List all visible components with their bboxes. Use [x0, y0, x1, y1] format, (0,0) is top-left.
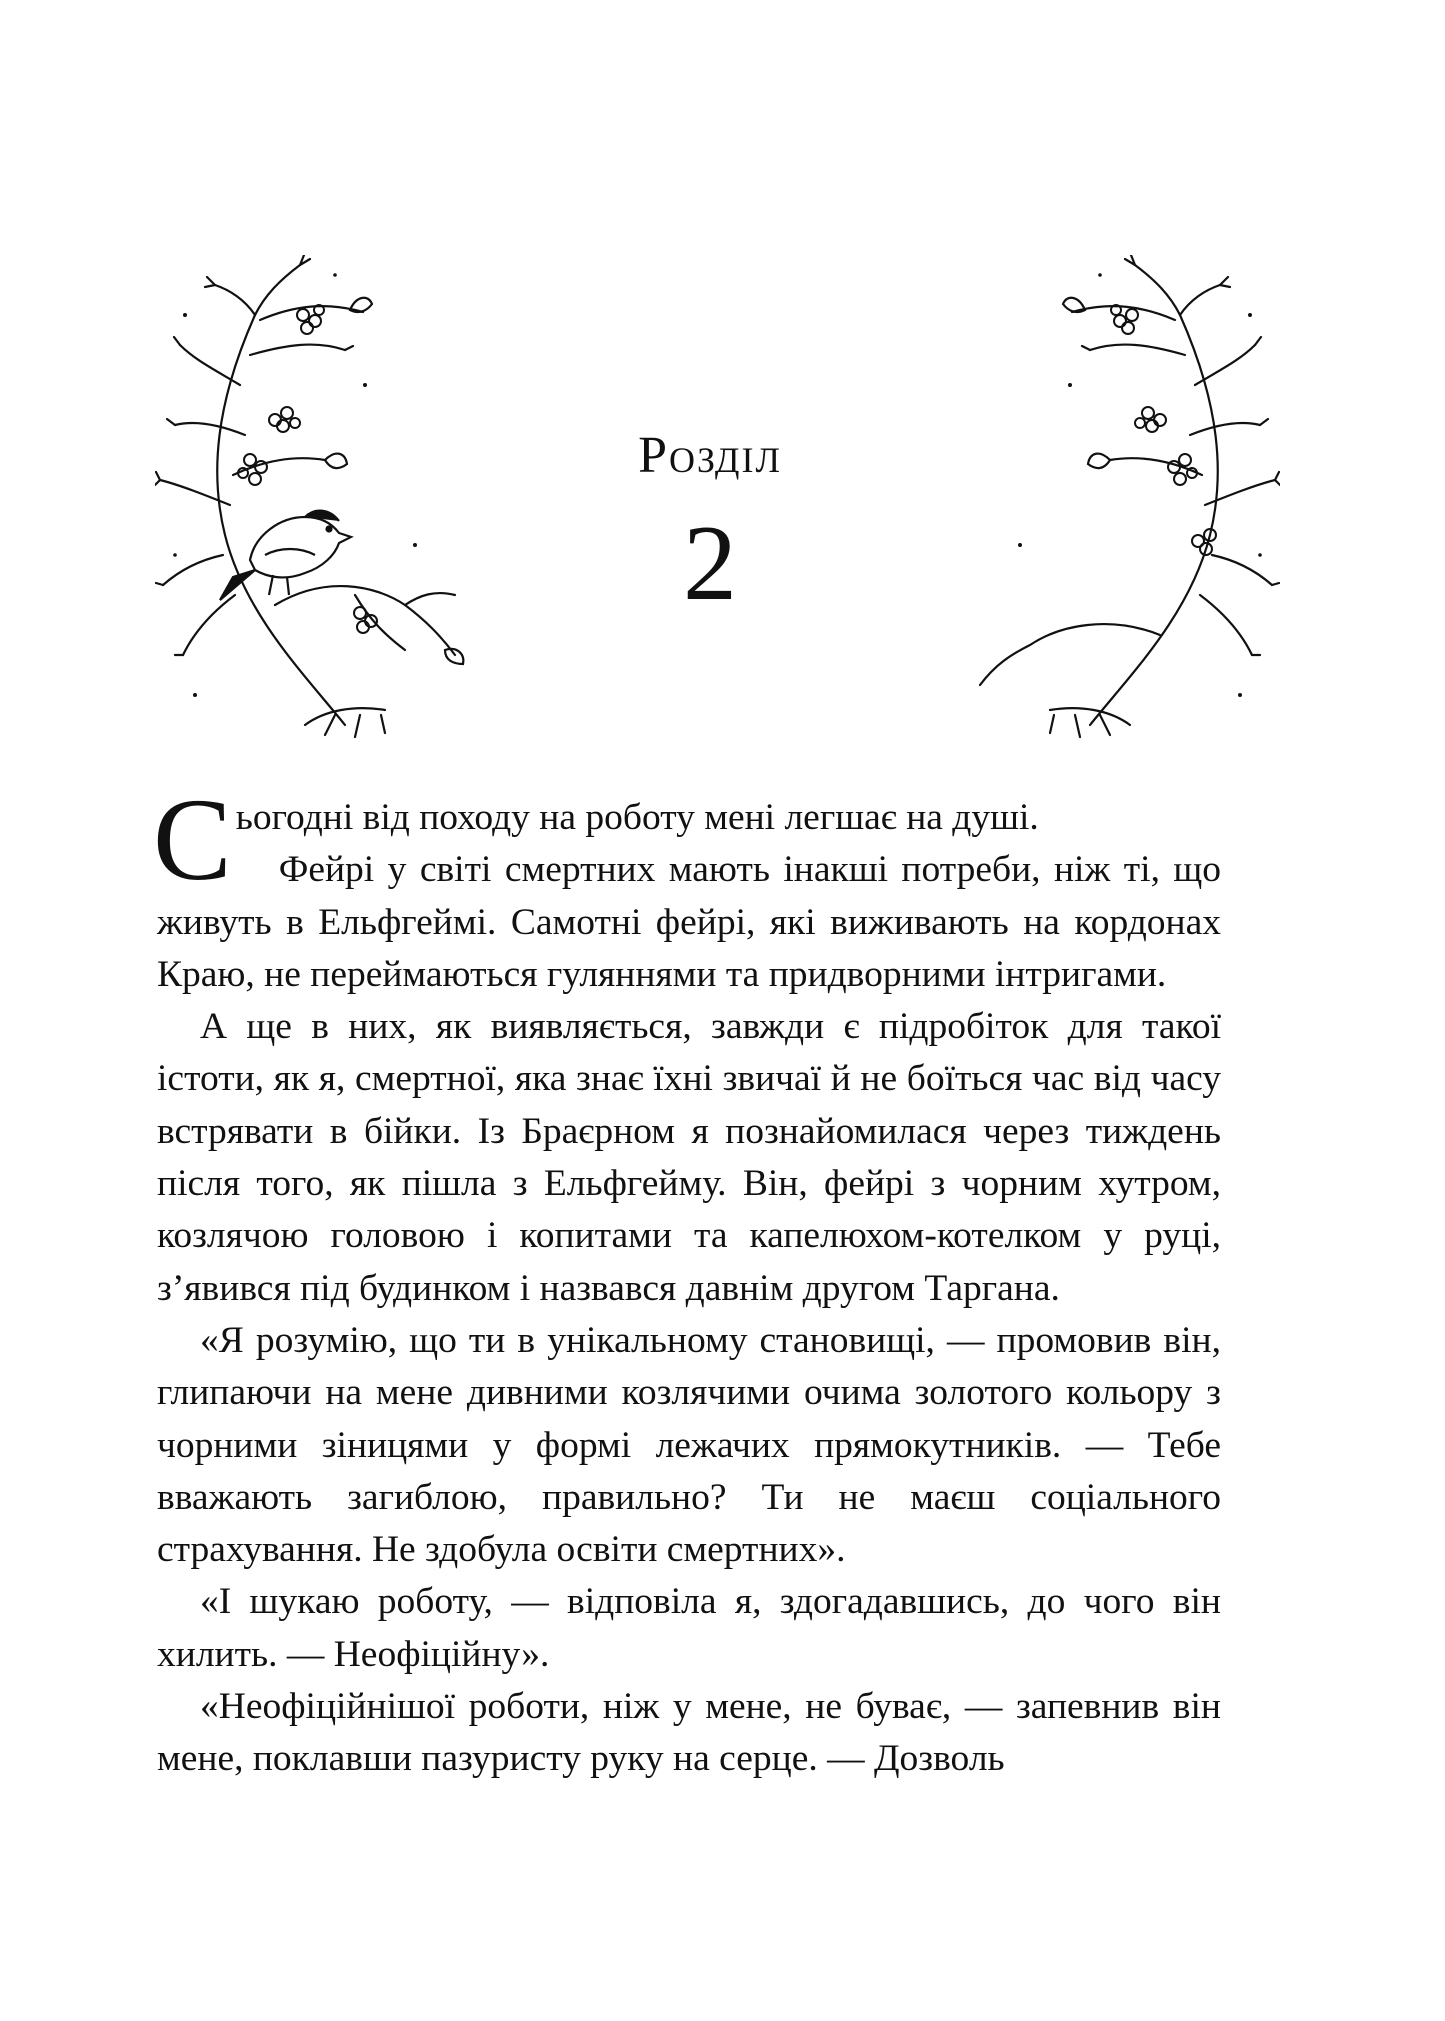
rowan-branch-illustration [880, 255, 1280, 755]
paragraph-3: А ще в них, як виявляється, завжди є підробіток для такої істоти, як я, смертної, яка знає їхні звичаї й не боїться час від часу встрявати в бійки. Із Браєрном я познайомилася через тиждень після того, як пішла з Ельфгейму. Він, фейрі з чорним хутром, козлячою головою і копитами та капелюхом-котелком у руці, з’явився під будинком і назвався давнім другом Таргана. [157, 1006, 1221, 1309]
chapter-number: 2 [683, 504, 737, 623]
bullfinch-branch-illustration [155, 255, 555, 755]
chapter-body [153, 774, 1221, 1786]
chapter-label: Розділ [638, 427, 782, 484]
paragraph-4: «Я розумію, що ти в унікальному становищі, — промовив він, глипаючи на мене дивними козлячими очима золотого кольору з чорними зіницями у формі лежачих прямокутників. — Тебе вважають загиблою, правильно? Ти не маєш соціального страхування. Не здобула освіти смертних». [157, 1319, 1221, 1571]
drop-cap: С [153, 774, 232, 905]
chapter-heading [500, 427, 920, 623]
paragraph-5: «І шукаю роботу, — відповіла я, здогадавшись, до чого він хилить. — Неофіційну». [157, 1581, 1221, 1675]
paragraph-6: «Неофіційнішої роботи, ніж у мене, не буває, — запевнив він мене, поклавши пазуристу руку на серце. — Дозволь [157, 1686, 1221, 1780]
paragraph-1 [153, 774, 1221, 905]
paragraph-1-text: ьогодні від походу на роботу мені легшає на душі. [235, 797, 1039, 838]
paragraph-2: Фейрі у світі смертних мають інакші потреби, ніж ті, що живуть в Ельфгеймі. Самотні фейрі, які виживають на кордонах Краю, не переймаються гуляннями та придворними інтригами. [157, 849, 1221, 995]
